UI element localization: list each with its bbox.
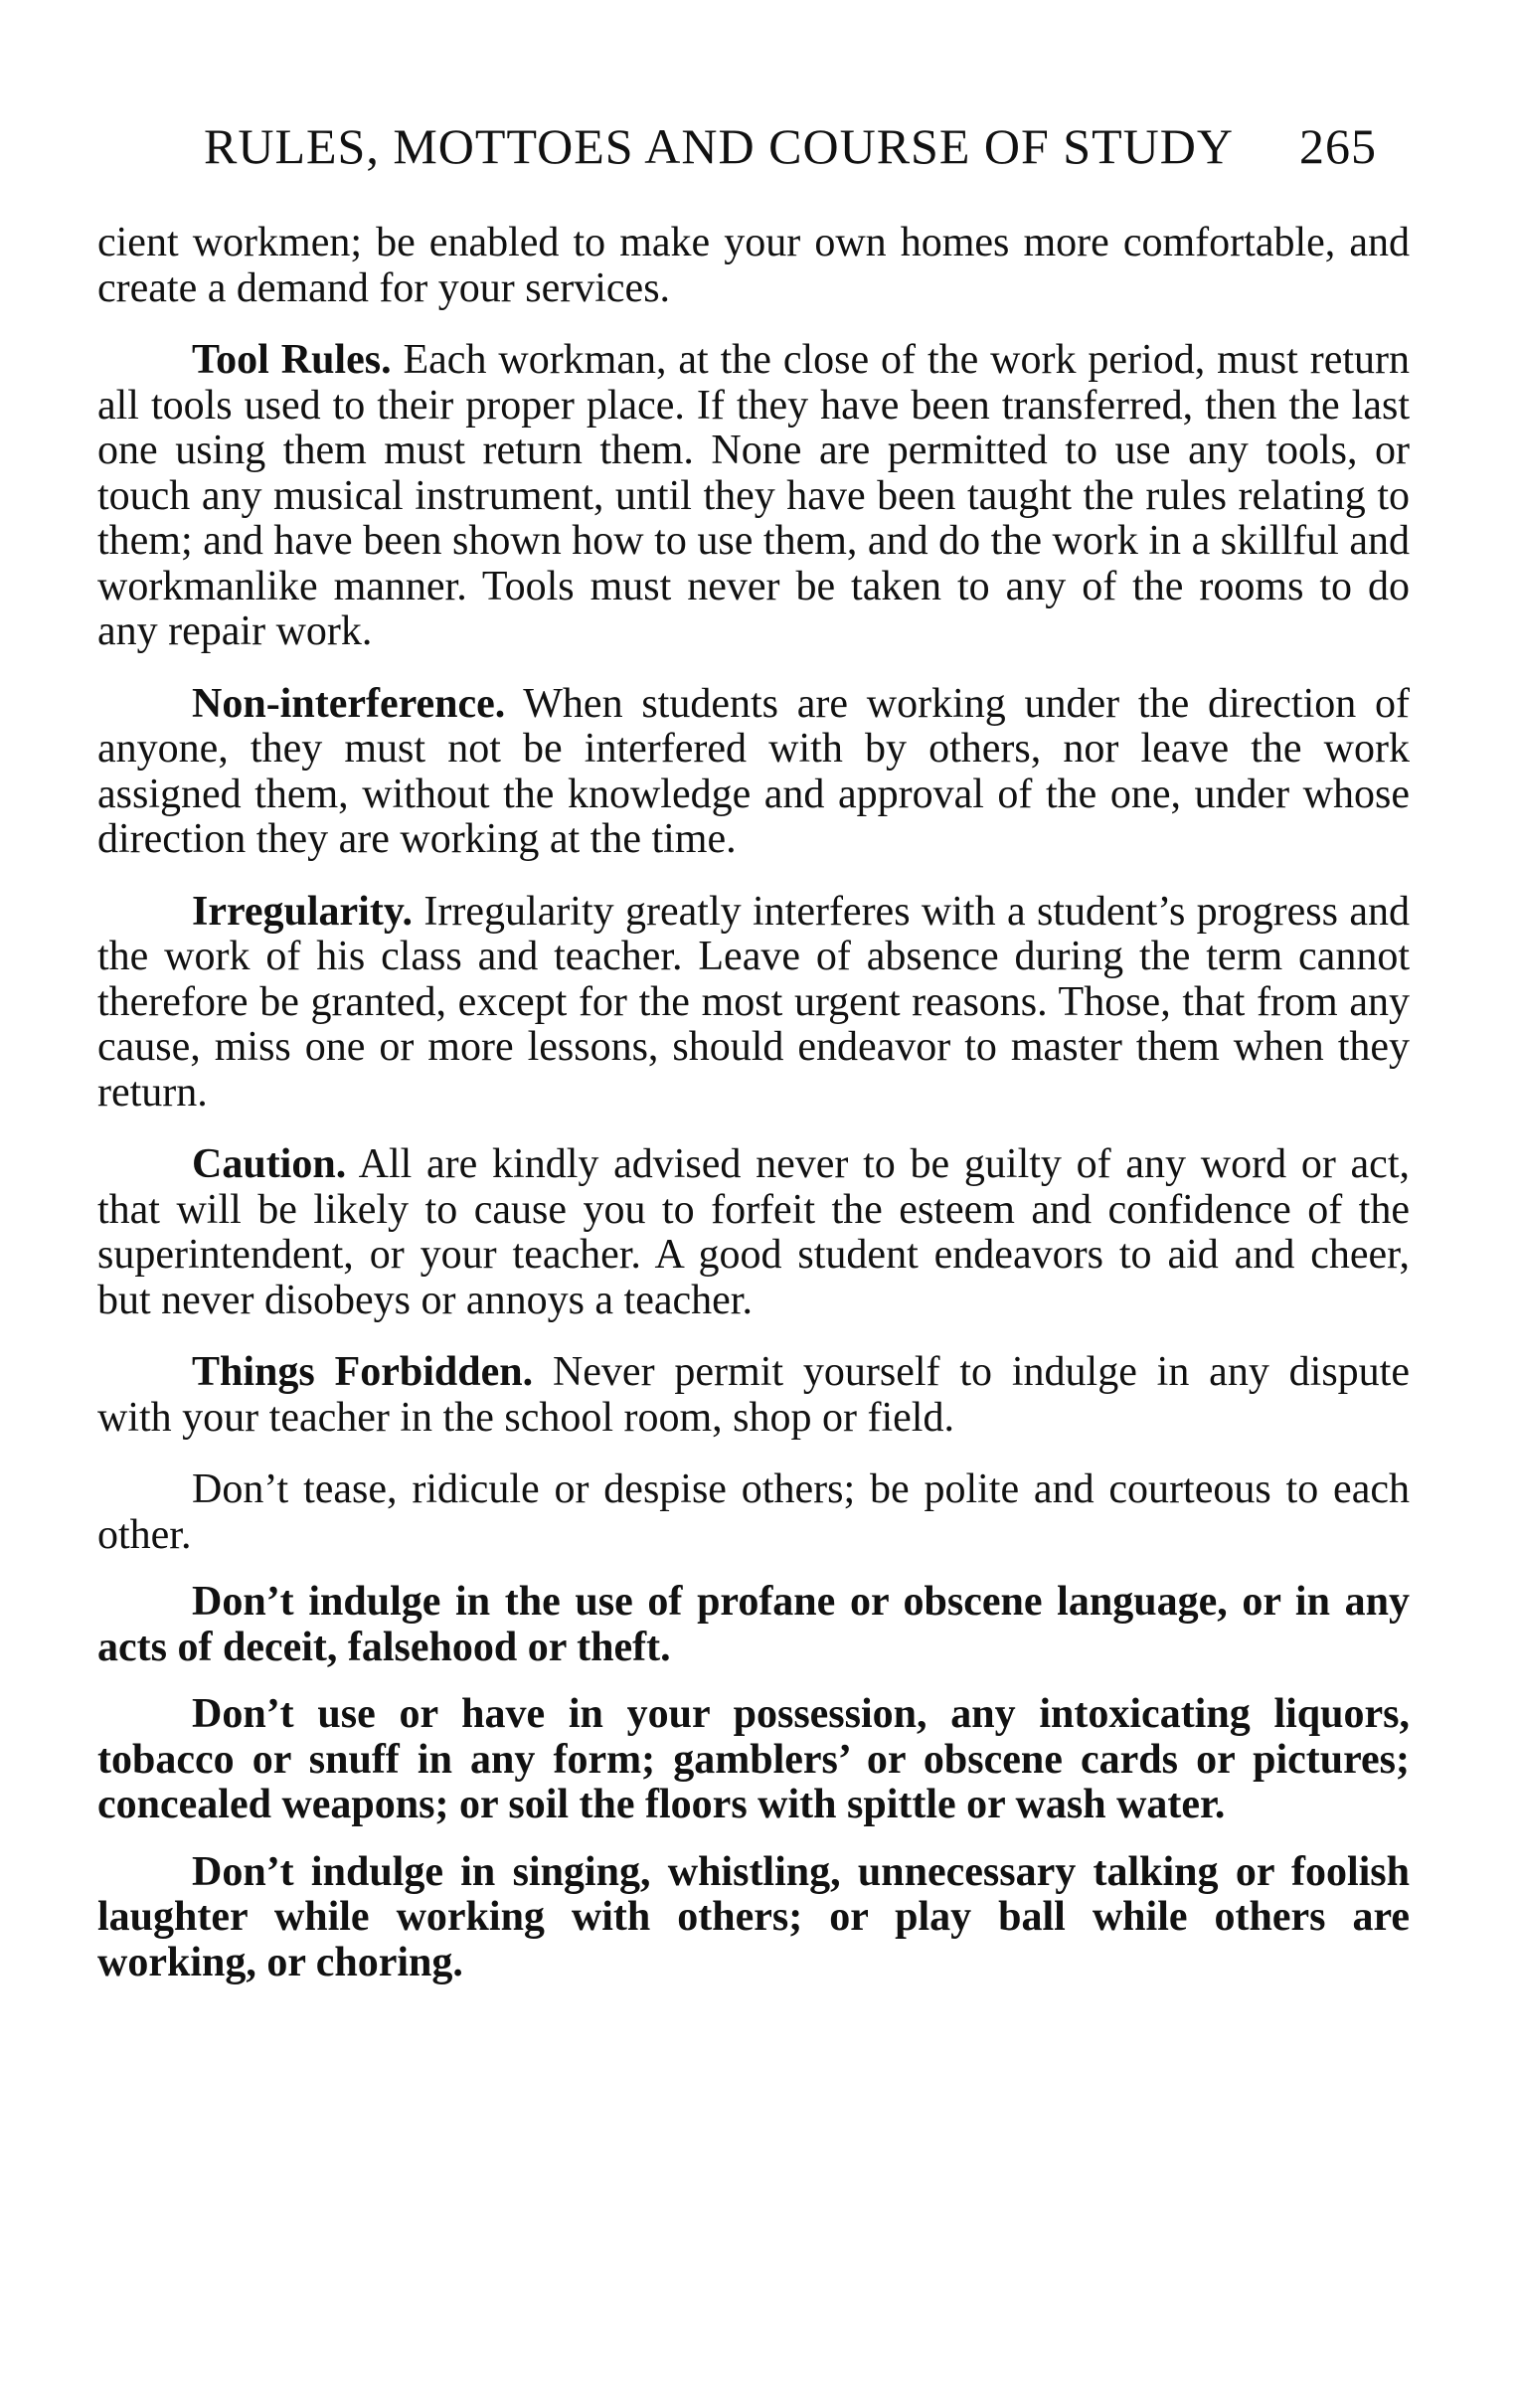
- non-interference-heading: Non-interference.: [192, 680, 506, 727]
- page-number: 265: [1299, 118, 1377, 174]
- paragraph-text: Never permit yourself to indulge in any dispute with your teacher in the school room, shop or field.: [97, 1349, 1410, 1441]
- non-interference-paragraph: [97, 682, 1410, 863]
- paragraph-text: All are kindly advised never to be guilty of any word or act, that will be likely to cause you to forfeit the esteem and confidence of the superintendent, or your teacher. A good student endeavors to aid and cheer, but never disobeys or annoys a teacher.: [97, 1141, 1410, 1323]
- irregularity-heading: Irregularity.: [192, 888, 414, 935]
- running-head: [204, 111, 1377, 181]
- paragraph-text: Don’t use or have in your possession, any intoxicating liquors, tobacco or snuff in any form; gamblers’ or obscene cards or pictures; concealed weapons; or soil the floors with spittle or wash water.: [97, 1691, 1410, 1827]
- tool-rules-heading: Tool Rules.: [192, 337, 392, 383]
- running-head-title: RULES, MOTTOES AND COURSE OF STUDY: [204, 118, 1234, 174]
- paragraph-text: Don’t indulge in singing, whistling, unnecessary talking or foolish laughter while working with others; or play ball while others are working, or choring.: [97, 1848, 1410, 1985]
- paragraph-text: Don’t tease, ridicule or despise others; be polite and courteous to each other.: [97, 1466, 1410, 1558]
- paragraph-text: When students are working under the direction of anyone, they must not be interfered with by others, nor leave the work assigned them, without the knowledge and approval of the one, under whose direction they are working at the time.: [97, 680, 1410, 862]
- dont-sing-paragraph: [97, 1850, 1410, 1986]
- irregularity-paragraph: [97, 890, 1410, 1117]
- dont-tease-paragraph: [97, 1467, 1410, 1558]
- caution-heading: Caution.: [192, 1141, 347, 1187]
- tool-rules-paragraph: [97, 338, 1410, 655]
- dont-possess-paragraph: [97, 1692, 1410, 1828]
- dont-profane-paragraph: [97, 1580, 1410, 1670]
- things-forbidden-paragraph: [97, 1350, 1410, 1441]
- continuation-paragraph: [97, 221, 1410, 311]
- paragraph-text: Each workman, at the close of the work period, must return all tools used to their proper place. If they have been transferred, then the last one using them must return them. None are permitted to use any tools, or touch any musical instrument, until they have been taught the rules relating to them; and have been shown how to use them, and do the work in a skillful and workmanlike manner. Tools must never be taken to any of the rooms to do any repair work.: [97, 337, 1410, 654]
- paragraph-text: cient workmen; be enabled to make your own homes more comfortable, and create a demand for your services.: [97, 220, 1410, 311]
- paragraph-text: Irregularity greatly interferes with a student’s progress and the work of his class and teacher. Leave of absence during the term cannot therefore be granted, except for the most urgent reasons. Those, that from any cause, miss one or more lessons, should endeavor to master them when they return.: [97, 888, 1410, 1116]
- things-forbidden-heading: Things Forbidden.: [192, 1349, 534, 1395]
- caution-paragraph: [97, 1142, 1410, 1323]
- body-text: [97, 221, 1410, 2007]
- paragraph-text: Don’t indulge in the use of profane or obscene language, or in any acts of deceit, falsehood or theft.: [97, 1579, 1410, 1670]
